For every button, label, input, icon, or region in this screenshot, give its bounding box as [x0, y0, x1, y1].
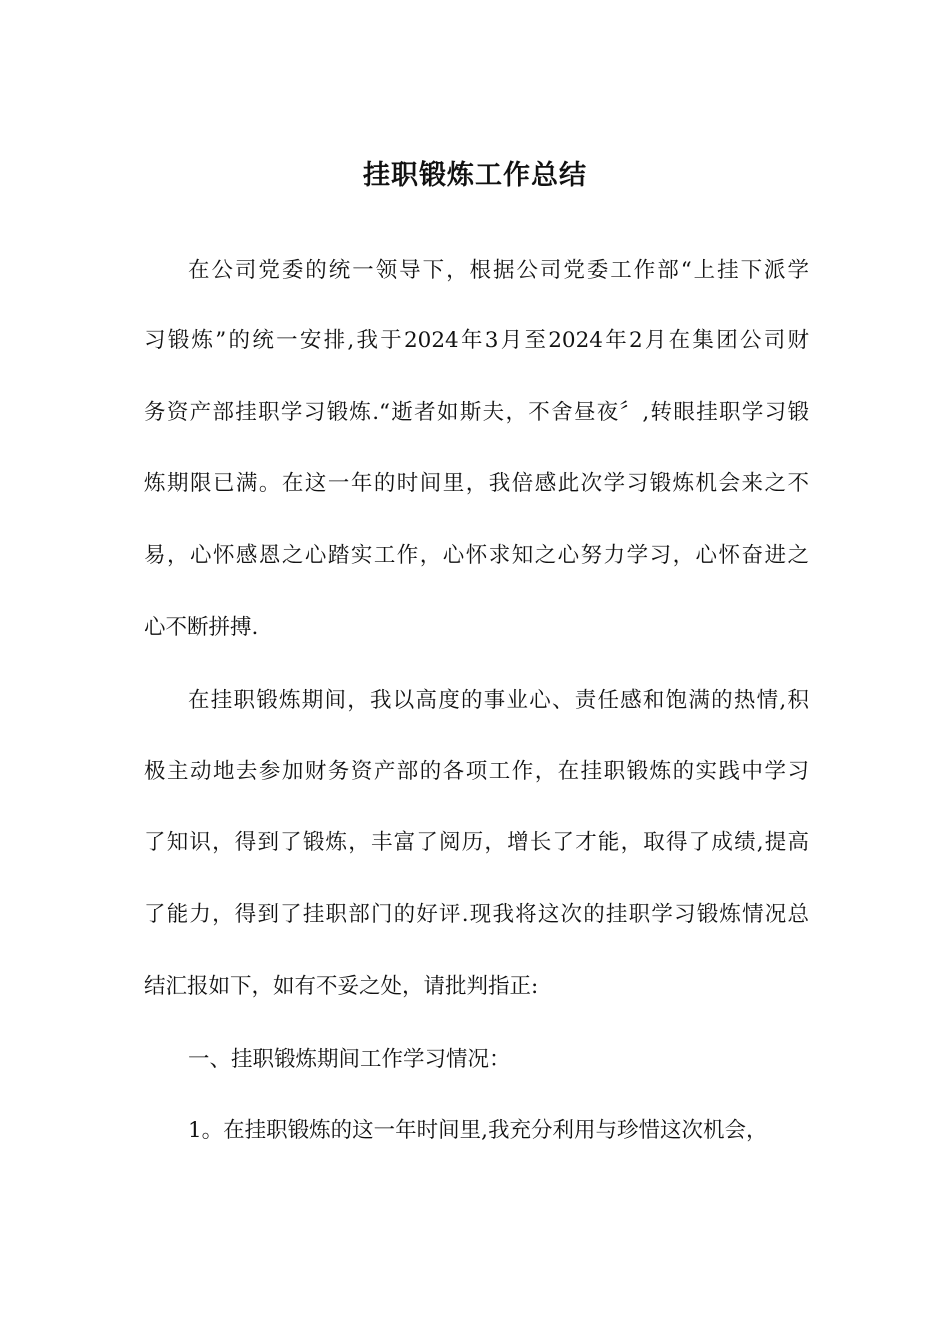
- document-title: 挂职锻炼工作总结: [363, 160, 587, 191]
- paragraph-line: 易，心怀感恩之心踏实工作，心怀求知之心努力学习，心怀奋进之: [144, 543, 809, 568]
- paragraph-line: 习锻炼”的统一安排,我于2024年3月至2024年2月在集团公司财: [144, 328, 809, 353]
- paragraph-line: 炼期限已满。在这一年的时间里，我倍感此次学习锻炼机会来之不: [144, 471, 809, 496]
- paragraph-line: 1。在挂职锻炼的这一年时间里,我充分利用与珍惜这次机会，: [188, 1118, 768, 1143]
- paragraph-line: 了能力，得到了挂职部门的好评.现我将这次的挂职学习锻炼情况总: [144, 902, 809, 927]
- paragraph-line: 在挂职锻炼期间，我以高度的事业心、责任感和饱满的热情,积: [188, 688, 809, 713]
- paragraph-line: 心不断拼搏.: [144, 615, 259, 640]
- paragraph-line: 在公司党委的统一领导下，根据公司党委工作部“上挂下派学: [188, 258, 809, 283]
- section-heading: 一、挂职锻炼期间工作学习情况：: [188, 1047, 511, 1072]
- paragraph-line: 了知识，得到了锻炼，丰富了阅历，增长了才能，取得了成绩,提高: [144, 830, 809, 855]
- paragraph-line: 务资产部挂职学习锻炼.“逝者如斯夫，不舍昼夜〞,转眼挂职学习锻: [144, 400, 809, 425]
- paragraph-line: 极主动地去参加财务资产部的各项工作，在挂职锻炼的实践中学习: [144, 759, 809, 784]
- paragraph-line: 结汇报如下，如有不妥之处，请批判指正:: [144, 974, 539, 999]
